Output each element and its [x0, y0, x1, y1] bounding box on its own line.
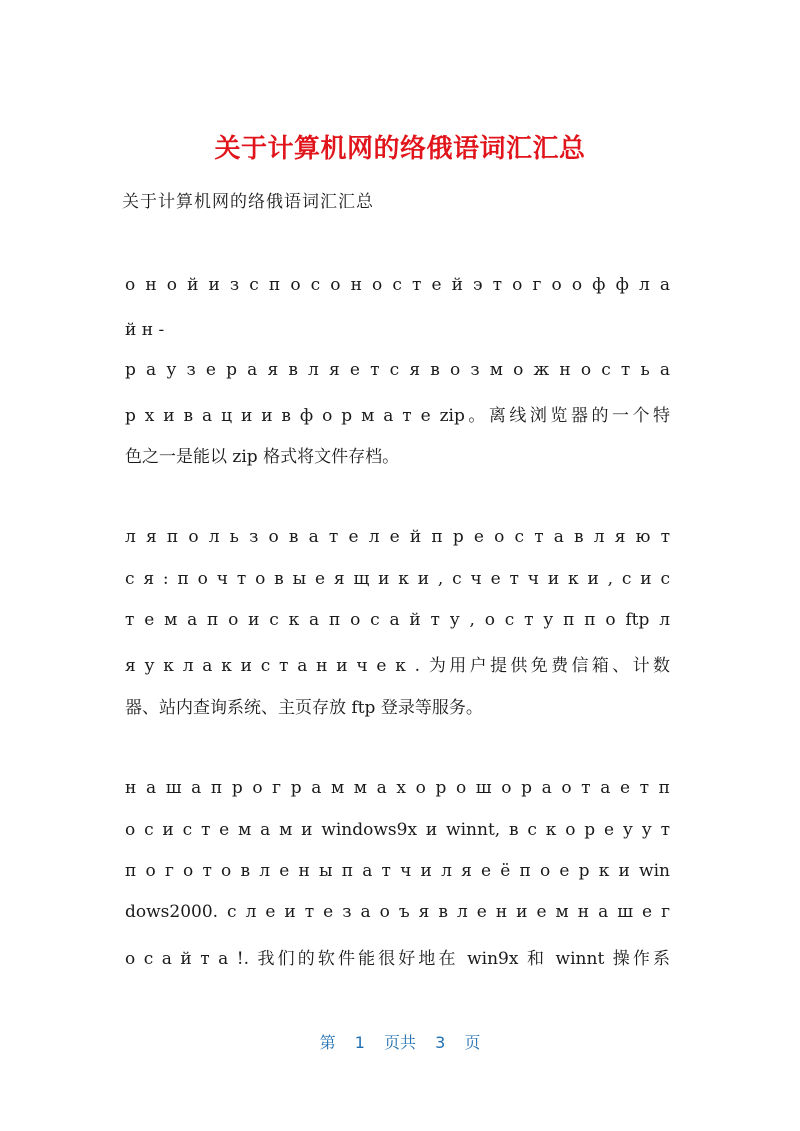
paragraph-2-line-5: 器、站内查询系统、主页存放 ftp 登录等服务。	[125, 698, 483, 718]
paragraph-1-line-3: р а у з е р а я в л я е т с я в о з м о ж н о с т ь а	[125, 360, 670, 380]
paragraph-1-line-4: р х и в а ц и и в ф о р м а т е zip。离线浏览器的一个特	[125, 406, 670, 426]
paragraph-3-line-5: о с а й т а !. 我们的软件能很好地在 win9x 和 winnt 操作系	[125, 949, 670, 969]
paragraph-3-line-4: dows2000. с л е и т е з а о ъ я в л е н и е м н а ш е г	[125, 902, 670, 922]
paragraph-2-line-2: с я : п о ч т о в ы е я щ и к и , с ч е т ч и к и , с и с	[125, 569, 670, 589]
paragraph-1-line-1: о н о й и з с п о с о н о с т е й э т о г о о ф ф л а	[125, 275, 670, 295]
paragraph-3-line-1: н а ш а п р о г р а м м а х о р о ш о р а о т а е т п	[125, 778, 670, 798]
page-number-footer: 第 1 页共 3 页	[319, 1033, 481, 1052]
paragraph-1-line-2: й н -	[125, 320, 165, 340]
document-title: 关于计算机网的络俄语词汇汇总	[214, 134, 586, 164]
paragraph-2-line-1: л я п о л ь з о в а т е л е й п р е о с т а в л я ю т	[125, 527, 670, 547]
paragraph-1-line-5: 色之一是能以 zip 格式将文件存档。	[125, 447, 400, 467]
paragraph-2-line-4: я у к л а к и с т а н и ч е к . 为用户提供免费信箱、计数	[125, 656, 670, 676]
document-subtitle: 关于计算机网的络俄语词汇汇总	[122, 192, 374, 212]
paragraph-3-line-2: о с и с т е м а м и windows9x и winnt, в с к о р е у у т	[125, 820, 670, 840]
paragraph-2-line-3: т е м а п о и с к а п о с а й т у , о с т у п п о ftp л	[125, 610, 670, 630]
paragraph-3-line-3: п о г о т о в л е н ы п а т ч и л я е ё п о е р к и win	[125, 861, 670, 881]
